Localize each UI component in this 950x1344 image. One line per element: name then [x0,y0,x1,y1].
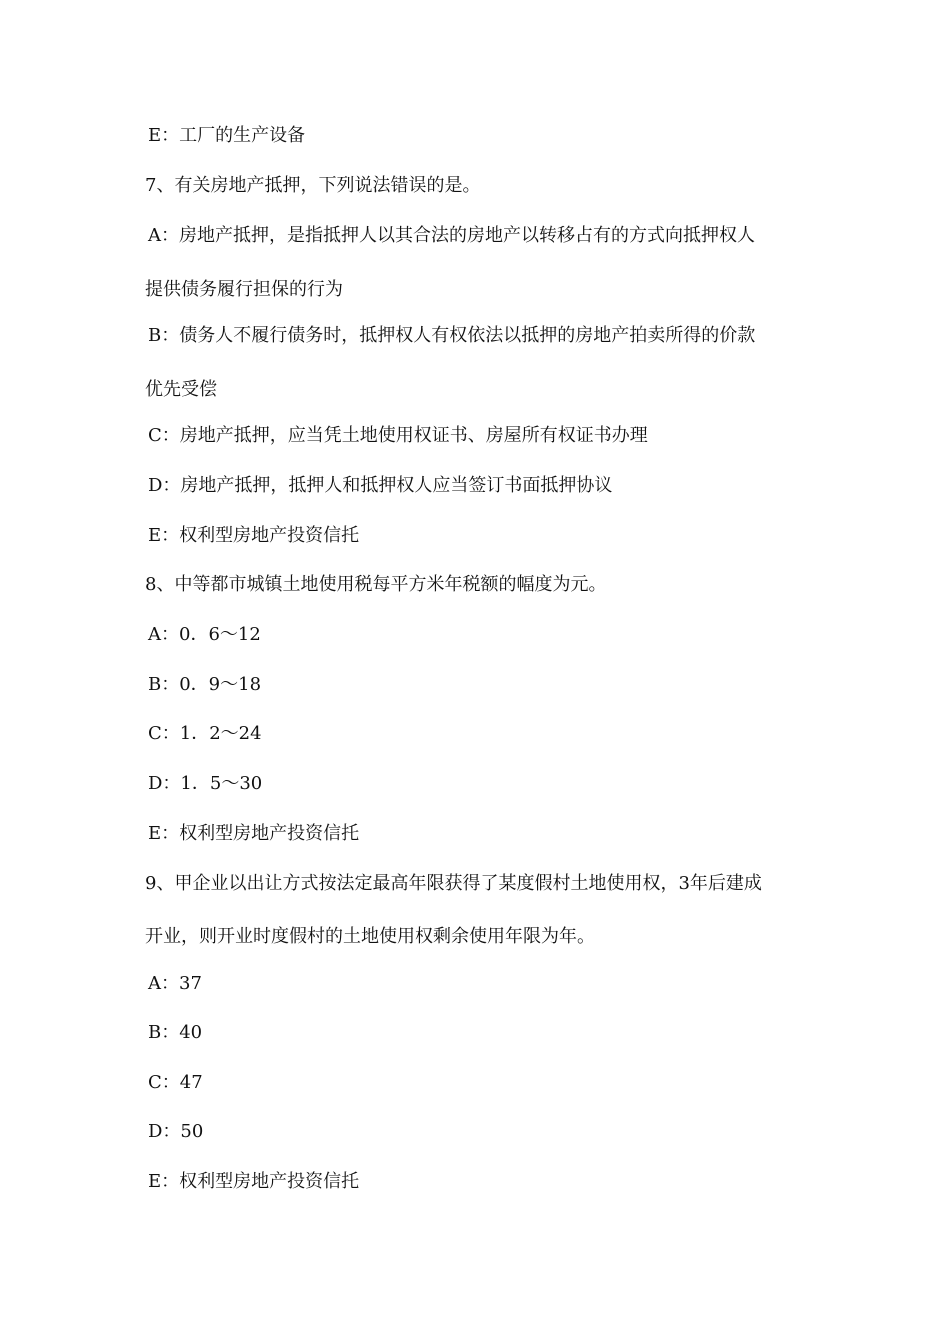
option-c-q8: C：1．2～24 [148,723,262,744]
option-a-q9: A：37 [148,973,202,994]
option-b-q7-cont: 优先受偿 [145,379,217,400]
option-b-q8: B：0．9～18 [148,674,262,695]
option-c-q7: C：房地产抵押，应当凭土地使用权证书、房屋所有权证书办理 [148,425,648,446]
option-a-q7-cont: 提供债务履行担保的行为 [145,279,343,300]
option-a-q8: A：0．6～12 [148,624,261,645]
option-e-q7: E：权利型房地产投资信托 [148,525,360,546]
option-e-q9: E：权利型房地产投资信托 [148,1171,360,1192]
question-9: 9、甲企业以出让方式按法定最高年限获得了某度假村土地使用权，3年后建成 [145,873,762,894]
option-d-q7: D：房地产抵押，抵押人和抵押权人应当签订书面抵押协议 [148,475,613,496]
option-a-q7: A：房地产抵押，是指抵押人以其合法的房地产以转移占有的方式向抵押权人 [148,225,755,246]
question-8: 8、中等都市城镇土地使用税每平方米年税额的幅度为元。 [145,574,607,595]
option-c-q9: C：47 [148,1072,203,1093]
option-e-q6: E：工厂的生产设备 [148,125,306,146]
option-e-q8: E：权利型房地产投资信托 [148,823,360,844]
option-d-q9: D：50 [148,1121,204,1142]
question-9-cont: 开业，则开业时度假村的土地使用权剩余使用年限为年。 [145,926,595,947]
question-7: 7、有关房地产抵押，下列说法错误的是。 [145,175,481,196]
option-d-q8: D：1．5～30 [148,773,263,794]
option-b-q7: B：债务人不履行债务时，抵押权人有权依法以抵押的房地产拍卖所得的价款 [148,325,756,346]
option-b-q9: B：40 [148,1022,203,1043]
